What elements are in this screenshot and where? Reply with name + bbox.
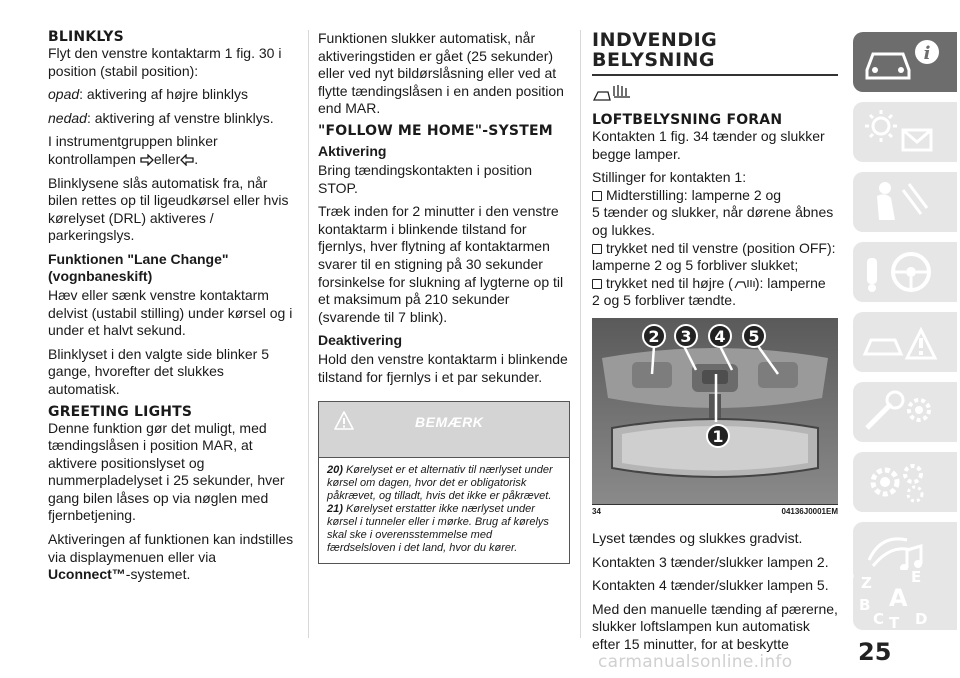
figure-roof-console [592,318,838,504]
callout-3 [675,325,697,347]
paragraph: Blinklyset i den valgte side blinker 5 gange, hvorefter det slukkes automatisk. [48,345,270,397]
note-text: Kørelyset erstatter ikke nærlyset under kørsel i tunneler eller i mørke. Brug af kørelys skal ske i overensstemmelse med færdselsloven i det land, hvor du kører. [327,502,549,554]
index-letter: A [889,584,908,612]
heading-follow-me-home: "FOLLOW ME HOME"-SYSTEM [318,122,553,139]
emergency-icon [851,310,957,374]
safety-icon [851,170,957,234]
text: eller [153,150,181,167]
callout-label: 4 [714,326,726,346]
car-info-icon [851,30,957,94]
door-light-icon [733,278,755,290]
text: Midterstilling: lamperne 2 og [606,186,782,203]
note-item [327,503,561,555]
note-header [319,402,569,458]
index-letter: T [889,614,900,630]
paragraph: Blinklysene slås automatisk fra, når bilen rettes op til ligeudkørsel eller hvis kørelyset (DRL) aktiveres / parkeringslys. [48,174,289,244]
emphasis: opad [48,86,80,103]
paragraph [48,133,296,168]
column-divider [308,30,309,638]
callout-1 [707,425,729,447]
paragraph: Kontakten 4 tænder/slukker lampen 5. [592,577,829,594]
paragraph: Funktionen slukker automatisk, når aktiveringstiden er gået (25 sekunder) eller ved nyt bildørslåsning eller ved at flytte tændingslåsen i en anden position end MAR. [318,30,564,117]
section-title: INDVENDIG BELYSNING [592,29,718,71]
svg-text:i: i [923,43,931,64]
tab-safety[interactable] [851,170,957,234]
driving-icon [851,240,957,304]
callout-label: 5 [748,326,760,346]
interior-light-icon [592,84,636,102]
note-box [318,401,570,564]
callout-label: 2 [648,326,660,346]
text: : aktivering af højre blinklys [79,86,248,103]
paragraph [48,531,296,584]
index-letter: D [915,610,928,628]
bullet-box [592,191,602,201]
warning-icon [333,410,355,432]
heading-deaktivering: Deaktivering [318,332,403,349]
tab-maintenance[interactable] [851,380,957,444]
paragraph [48,86,296,104]
index-letter: B [859,596,871,614]
bullet-item [592,275,838,310]
text: ): lamperne [754,274,826,291]
callout-label: 1 [712,426,724,446]
heading-blinklys: BLINKLYS [48,29,124,45]
callout-4 [709,325,731,347]
paragraph: Kontakten 3 tænder/slukker lampen 2. [592,553,829,570]
text: -systemet. [125,566,191,583]
paragraph: Kontakten 1 fig. 34 tænder og slukker begge lamper. [592,128,825,162]
column-1 [48,30,296,590]
text: trykket ned til venstre (position OFF): [606,239,836,256]
paragraph: Træk inden for 2 minutter i den venstre kontaktarm i blinkende tilstand for fjernlys, hver flytning af kontaktarmen svarer til en stigning på 30 sekunder forsinkelse for slukning af lygterne op til et maksimum på 210 sekunder (svarende til 7 blink). [318,203,564,325]
column-2 [318,30,570,564]
paragraph: Denne funktion gør det muligt, med tændingslåsen i position MAR, at aktivere positionslyset og nummerpladelyset i 25 sekunder, hver gang bilen låses op via nøglen med fjernbetjening. [48,419,285,524]
tab-driving[interactable] [851,240,957,304]
bullet-item [592,187,838,240]
figure-number: 34 [592,506,601,516]
text: . [194,150,199,167]
paragraph: Flyt den venstre kontaktarm 1 fig. 30 i position (stabil position): [48,45,282,79]
tab-index[interactable] [851,570,957,630]
column-divider [580,30,581,638]
text: Aktiveringen af funktionen kan indstilles via displaymenuen eller via [48,531,294,565]
paragraph: Lyset tændes og slukkes gradvist. [592,529,803,546]
brand-name: Uconnect™ [48,566,126,583]
turn-left-indicator-icon [180,154,194,166]
bullet-item [592,240,838,275]
note-number: 20) [327,463,343,476]
note-text: Kørelyset er et alternativ til nærlyset under kørsel om dagen, hvor det er obligatorisk påkrævet, og tilladt, hvis det ikke er påkrævet. [327,463,553,502]
heading-greeting-lights: GREETING LIGHTS [48,403,193,420]
index-letter: E [911,570,922,586]
tab-emergency[interactable] [851,310,957,374]
lights-warning-icon [851,100,957,164]
roof-console-photo [592,318,838,504]
heading-lane-change: Funktionen "Lane Change" (vognbaneskift) [48,250,229,284]
callout-2 [643,325,665,347]
paragraph: Stillinger for kontakten 1: [592,169,747,186]
column-3 [592,30,838,660]
tab-technical-data[interactable] [851,450,957,514]
callout-5 [743,325,765,347]
text: 5 tænder og slukker, når dørene åbnes og lukkes. [592,204,834,238]
index-letter: Z [861,574,872,592]
text: 2 og 5 forbliver tændte. [592,292,736,309]
bullet-box [592,244,602,254]
title-rule [592,74,838,76]
paragraph: Bring tændingskontakten i position STOP. [318,161,533,196]
text: I instrumentgruppen blinker kontrollampen [48,133,218,167]
technical-data-icon [851,450,957,514]
turn-right-indicator-icon [140,154,154,166]
watermark: carmanualsonline.info [598,652,793,672]
note-item [327,464,561,503]
bullet-box [592,279,602,289]
paragraph [48,110,296,128]
note-label: BEMÆRK [415,413,484,430]
text: lamperne 2 og 5 forbliver slukket; [592,257,799,274]
maintenance-icon [851,380,957,444]
emphasis: nedad [48,109,87,126]
tab-car-info[interactable] [851,30,957,94]
index-icon [851,570,957,630]
text: : aktivering af venstre blinklys. [86,109,274,126]
paragraph: Med den manuelle tænding af pærerne, slukker loftslampen kun automatisk efter 15 minutter, for at beskytte [592,600,838,652]
callout-label: 3 [680,326,692,346]
heading-loftbelysning: LOFTBELYSNING FORAN [592,112,783,128]
heading-aktivering: Aktivering [318,142,387,159]
paragraph: Hæv eller sænk venstre kontaktarm delvist (ustabil stilling) under kørsel og i under et halvt sekund. [48,286,293,339]
figure-code: 04136J0001EM [781,506,838,516]
text: trykket ned til højre ( [606,274,733,291]
paragraph: Hold den venstre kontaktarm i blinkende tilstand for fjernlys i et par sekunder. [318,351,568,385]
figure-caption [592,504,838,516]
tab-lights-warning[interactable] [851,100,957,164]
note-body [319,458,569,563]
note-number: 21) [327,502,343,515]
index-letter: C [873,610,885,628]
page-number: 25 [858,638,892,666]
